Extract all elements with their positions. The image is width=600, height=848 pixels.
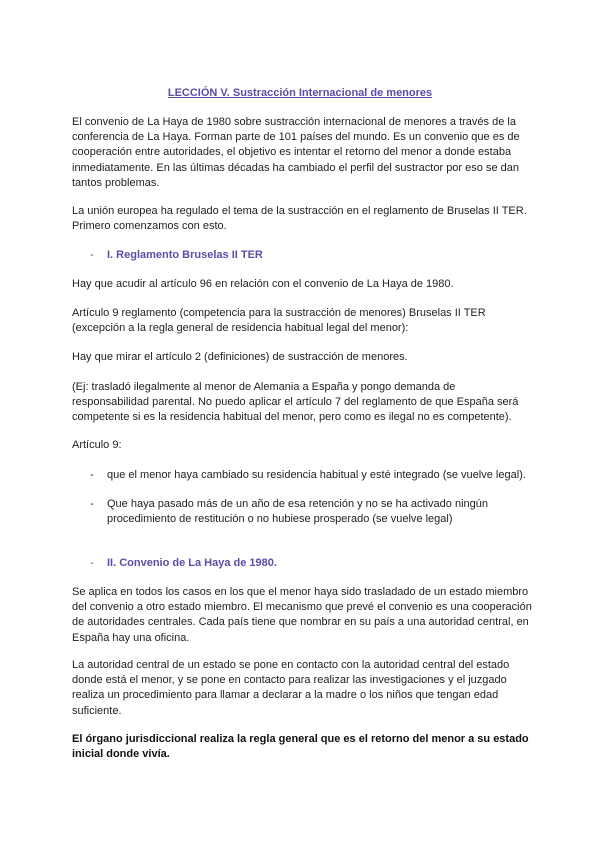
heading-text: I. Reglamento Bruselas II TER xyxy=(107,249,263,261)
bullet-text: que el menor haya cambiado su residencia habitual y esté integrado (se vuelve legal). xyxy=(107,469,526,481)
heading-dash: - xyxy=(90,249,94,261)
heading-dash: - xyxy=(90,557,94,569)
paragraph-autoridad-central: La autoridad central de un estado se pone en contacto con la autoridad central del estado donde está el menor, y se pone en contacto para realizar las investigaciones y el juzgado realiza un procedimiento para llamar a declarar a la madre o los niños que tengan edad suficiente. xyxy=(72,659,510,717)
heading-text: II. Convenio de La Haya de 1980. xyxy=(107,557,277,569)
paragraph-ejemplo: (Ej: trasladó ilegalmente al menor de Alemania a España y pongo demanda de responsabilidad parental. No puedo aplicar el artículo 7 del reglamento de que España será competente si es la residencia habitual del menor, pero como es ilegal no es competente). xyxy=(72,381,519,424)
bullet-dash: - xyxy=(90,498,94,510)
paragraph-articulo-9: Artículo 9: xyxy=(72,439,122,451)
bullet-text: Que haya pasado más de un año de esa retención y no se ha activado ningún procedimiento de restitución o no hubiese prosperado (se vuelve legal) xyxy=(107,498,488,526)
paragraph-articulo-9-reglamento: Artículo 9 reglamento (competencia para la sustracción de menores) Bruselas II TER (excepción a la regla general de residencia habitual legal del menor): xyxy=(72,307,486,335)
page-title: LECCIÓN V. Sustracción Internacional de menores xyxy=(167,87,433,99)
paragraph-convenio-aplicacion: Se aplica en todos los casos en los que el menor haya sido trasladado de un estado miembro del convenio a otro estado miembro. El mecanismo que prevé el convenio es una cooperación de autoridades centrales. Cada país tiene que nombrar en su país a una autoridad central, en España hay una oficina. xyxy=(72,586,532,644)
paragraph-intro: El convenio de La Haya de 1980 sobre sustracción internacional de menores a través de la conferencia de La Haya. Forman parte de 101 países del mundo. Es un convenio que es de cooperación entre autoridades, el objetivo es intentar el retorno del menor a donde estaba inmediatamente. En las últimas décadas ha cambiado el perfil del sustractor por eso se dan tantos problemas. xyxy=(72,116,520,189)
paragraph-union-europea: La unión europea ha regulado el tema de la sustracción en el reglamento de Bruselas II TER. Primero comenzamos con esto. xyxy=(72,205,527,233)
paragraph-articulo-2: Hay que mirar el artículo 2 (definiciones) de sustracción de menores. xyxy=(72,351,408,363)
paragraph-articulo-96: Hay que acudir al artículo 96 en relación con el convenio de La Haya de 1980. xyxy=(72,278,454,290)
bullet-dash: - xyxy=(90,469,94,481)
paragraph-regla-general: El órgano jurisdiccional realiza la regla general que es el retorno del menor a su estado inicial donde vivía. xyxy=(72,733,529,761)
